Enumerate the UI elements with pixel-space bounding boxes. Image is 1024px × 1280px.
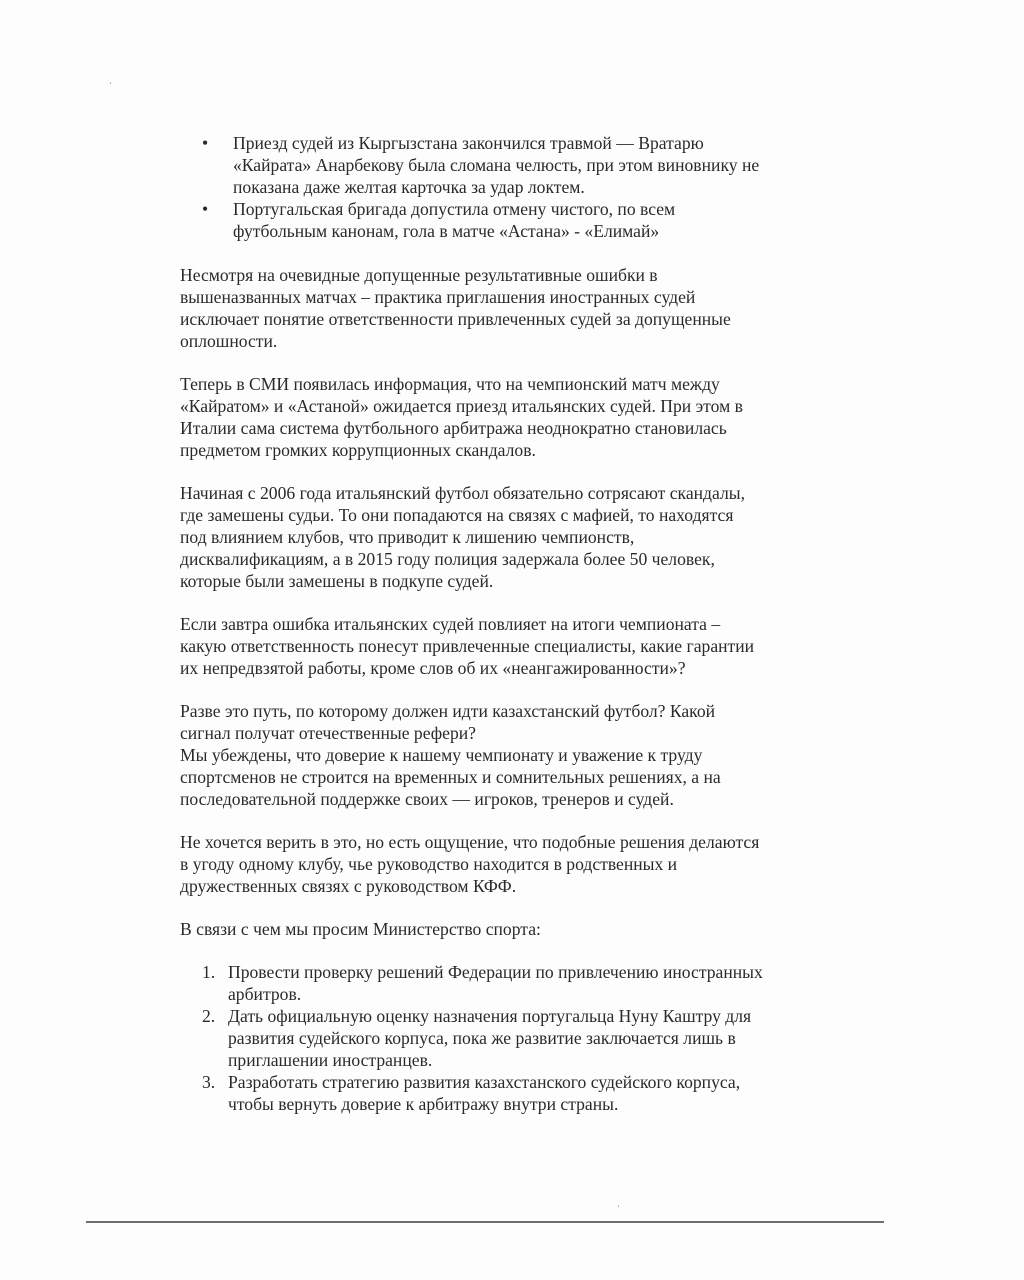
bullet-icon: •	[202, 199, 209, 219]
item-number: 3.	[202, 1072, 216, 1092]
paragraph: Не хочется верить в это, но есть ощущение, что подобные решения делаются в угоду одному клубу, чье руководство находится в родственных и дружественных связях с руководством КФФ.	[180, 832, 760, 896]
request-intro: В связи с чем мы просим Министерство спорта:	[180, 919, 541, 939]
line: футбольным канонам, гола в матче «Астана» - «Елимай»	[233, 221, 660, 241]
paragraph: Несмотря на очевидные допущенные результативные ошибки в вышеназванных матчах – практика приглашения иностранных судей исключает понятие ответственности привлеченных судей за допущенные оплошности.	[180, 265, 731, 351]
line: Португальская бригада допустила отмену чистого, по всем	[233, 199, 676, 219]
incident-item	[180, 132, 840, 198]
incident-list	[180, 132, 840, 242]
footer-divider	[86, 1221, 884, 1223]
document-body	[180, 132, 840, 1115]
scan-speck	[110, 82, 111, 84]
request-item: 2. Дать официальную оценку назначения португальца Нуну Каштру для развития судейского корпуса, пока же развитие заключается лишь в приглашении иностранцев.	[202, 1006, 752, 1070]
request-item: 1. Провести проверку решений Федерации по привлечению иностранных арбитров.	[202, 962, 763, 1004]
paragraph: Мы убеждены, что доверие к нашему чемпионату и уважение к труду спортсменов не строится на временных и сомнительных решениях, а на последовательной поддержке своих — игроков, тренеров и судей.	[180, 745, 721, 809]
request-list	[180, 961, 840, 1115]
paragraph: Разве это путь, по которому должен идти казахстанский футбол? Какой сигнал получат отечественные рефери?	[180, 701, 716, 743]
item-number: 1.	[202, 962, 216, 982]
line: «Кайрата» Анарбекову была сломана челюсть, при этом виновнику не	[233, 155, 760, 175]
bullet-icon: •	[202, 133, 209, 153]
paragraph: Начиная с 2006 года итальянский футбол обязательно сотрясают скандалы, где замешены судьи. То они попадаются на связях с мафией, то находятся под влиянием клубов, что приводит к лишению чемпионств, дисквалификациям, а в 2015 году полиция задержала более 50 человек, которые были замешены в подкупе судей.	[180, 483, 745, 591]
line: Приезд судей из Кыргызстана закончился травмой — Вратарю	[233, 133, 704, 153]
paragraph: Теперь в СМИ появилась информация, что на чемпионский матч между «Кайратом» и «Астаной» ожидается приезд итальянских судей. При этом в Италии сама система футбольного арбитража неоднократно становилась предметом громких коррупционных скандалов.	[180, 374, 743, 460]
request-item: 3. Разработать стратегию развития казахстанского судейского корпуса, чтобы вернуть доверие к арбитражу внутри страны.	[202, 1072, 741, 1114]
scan-speck	[618, 1205, 619, 1207]
incident-item	[180, 198, 840, 242]
item-number: 2.	[202, 1006, 216, 1026]
line: показана даже желтая карточка за удар локтем.	[233, 177, 585, 197]
paragraph: Если завтра ошибка итальянских судей повлияет на итоги чемпионата – какую ответственность понесут привлеченные специалисты, какие гарантии их непредвзятой работы, кроме слов об их «неангажированности»?	[180, 614, 755, 678]
